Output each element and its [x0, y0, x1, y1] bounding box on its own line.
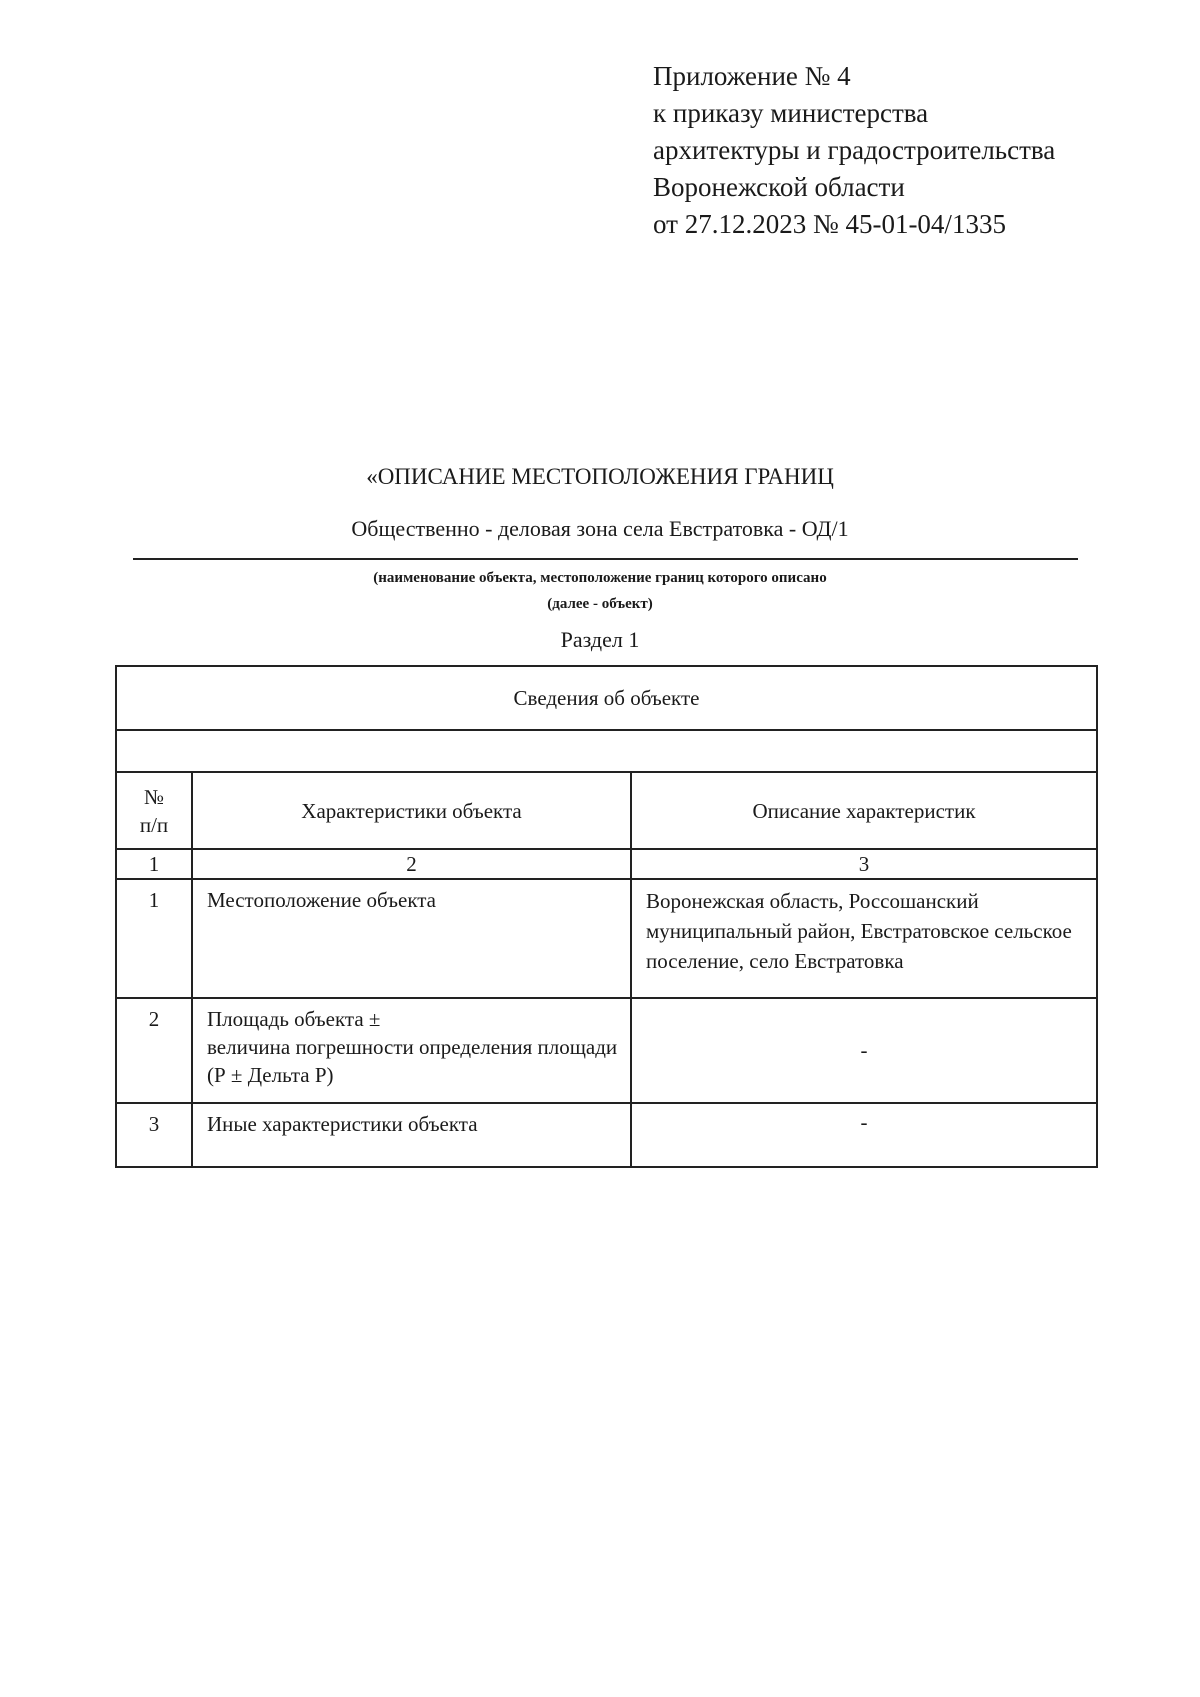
- column-header-num-line: №: [143, 784, 165, 809]
- appendix-line: архитектуры и градостроительства: [653, 135, 1056, 165]
- row-characteristic-line: величина погрешности определения площади (Р ± Дельта Р): [207, 1035, 618, 1087]
- row-number: 1: [116, 879, 192, 998]
- column-header-name: Характеристики объекта: [192, 772, 631, 849]
- row-characteristic: Иные характеристики объекта: [192, 1103, 631, 1167]
- row-number: 3: [116, 1103, 192, 1167]
- column-header-desc: Описание характеристик: [631, 772, 1097, 849]
- row-description: -: [631, 998, 1097, 1103]
- column-number: 2: [192, 849, 631, 879]
- caption-line: (наименование объекта, местоположение границ которого описано: [373, 570, 827, 586]
- row-characteristic: [192, 998, 631, 1103]
- object-name: Общественно - деловая зона села Евстратовка - ОД/1: [351, 516, 849, 541]
- column-header-num: [116, 772, 192, 849]
- object-caption: [0, 565, 1200, 617]
- appendix-line: Воронежской области: [653, 172, 905, 202]
- table-row: [116, 879, 1097, 998]
- table-row: [116, 998, 1097, 1103]
- row-description: Воронежская область, Россошанский муниципальный район, Евстратовское сельское поселение, село Евстратовка: [631, 879, 1097, 998]
- caption-line: (далее - объект): [547, 596, 653, 612]
- column-header-num-line: п/п: [139, 812, 169, 837]
- column-number-row: [116, 849, 1097, 879]
- appendix-block: [653, 58, 1055, 243]
- row-characteristic-line: Площадь объекта ±: [207, 1007, 381, 1031]
- table-blank-row: [116, 730, 1097, 772]
- object-info-table: [115, 665, 1098, 1168]
- document-title: «ОПИСАНИЕ МЕСТОПОЛОЖЕНИЯ ГРАНИЦ: [366, 464, 834, 489]
- appendix-line: Приложение № 4: [653, 61, 851, 91]
- column-number: 3: [631, 849, 1097, 879]
- appendix-line: от 27.12.2023 № 45-01-04/1335: [653, 209, 1006, 239]
- row-characteristic: Местоположение объекта: [192, 879, 631, 998]
- underline-rule: [133, 558, 1078, 560]
- table-header: Сведения об объекте: [116, 666, 1097, 730]
- table-row: [116, 1103, 1097, 1167]
- column-header-row: [116, 772, 1097, 849]
- appendix-line: к приказу министерства: [653, 98, 929, 128]
- section-heading: Раздел 1: [560, 627, 640, 652]
- column-number: 1: [116, 849, 192, 879]
- row-description: -: [631, 1103, 1097, 1167]
- row-number: 2: [116, 998, 192, 1103]
